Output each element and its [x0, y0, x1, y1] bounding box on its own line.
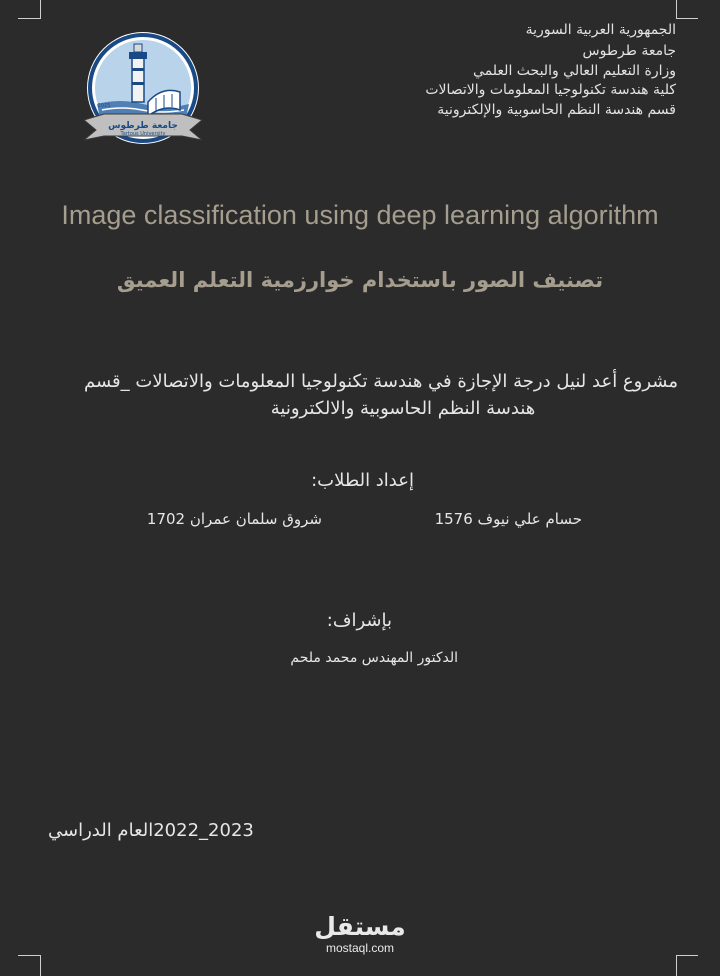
header-department: قسم هندسة النظم الحاسوبية والإلكترونية [437, 102, 676, 118]
students-label: إعداد الطلاب: [311, 470, 414, 491]
project-description [38, 368, 678, 422]
mostaql-watermark [300, 913, 420, 955]
crop-mark-bottom-left-h [18, 955, 40, 956]
watermark-brand: مستقل [314, 912, 406, 941]
crop-mark-top-right [676, 0, 677, 18]
crop-mark-bottom-right [676, 955, 677, 976]
description-line-1: مشروع أعد لنيل درجة الإجازة في هندسة تكنولوجيا المعلومات والاتصالات _قسم [84, 371, 678, 392]
header-faculty: كلية هندسة تكنولوجيا المعلومات والاتصالات [425, 82, 676, 98]
title-english: Image classification using deep learning algorithm [61, 200, 659, 230]
crop-mark-bottom-right-h [676, 955, 698, 956]
crop-mark-bottom-left [40, 955, 41, 976]
logo-year: 2015 [97, 103, 111, 109]
student-2: شروق سلمان عمران 1702 [146, 510, 322, 528]
header-university: جامعة طرطوس [582, 43, 676, 59]
university-logo [82, 32, 204, 150]
supervisor-label: بإشراف: [326, 610, 392, 631]
description-line-2: هندسة النظم الحاسوبية والالكترونية [270, 398, 536, 419]
header-ministry: وزارة التعليم العالي والبحث العلمي [473, 63, 676, 79]
logo-name-ar: جامعة طرطوس [108, 121, 178, 131]
student-1: حسام علي نيوف 1576 [434, 510, 582, 528]
crop-mark-top-right-h [676, 18, 698, 19]
logo-name-en: Tartous University [120, 131, 166, 137]
supervisor-name: الدكتور المهندس محمد ملحم [290, 650, 458, 666]
academic-year: 2023_2022العام الدراسي [48, 820, 254, 841]
title-arabic: تصنيف الصور باستخدام خوارزمية التعلم العميق [116, 268, 604, 292]
crop-mark-top-left [40, 0, 41, 19]
header-country: الجمهورية العربية السورية [525, 22, 676, 38]
watermark-domain: mostaql.com [325, 941, 395, 955]
crop-mark-top-left-h [18, 18, 40, 19]
